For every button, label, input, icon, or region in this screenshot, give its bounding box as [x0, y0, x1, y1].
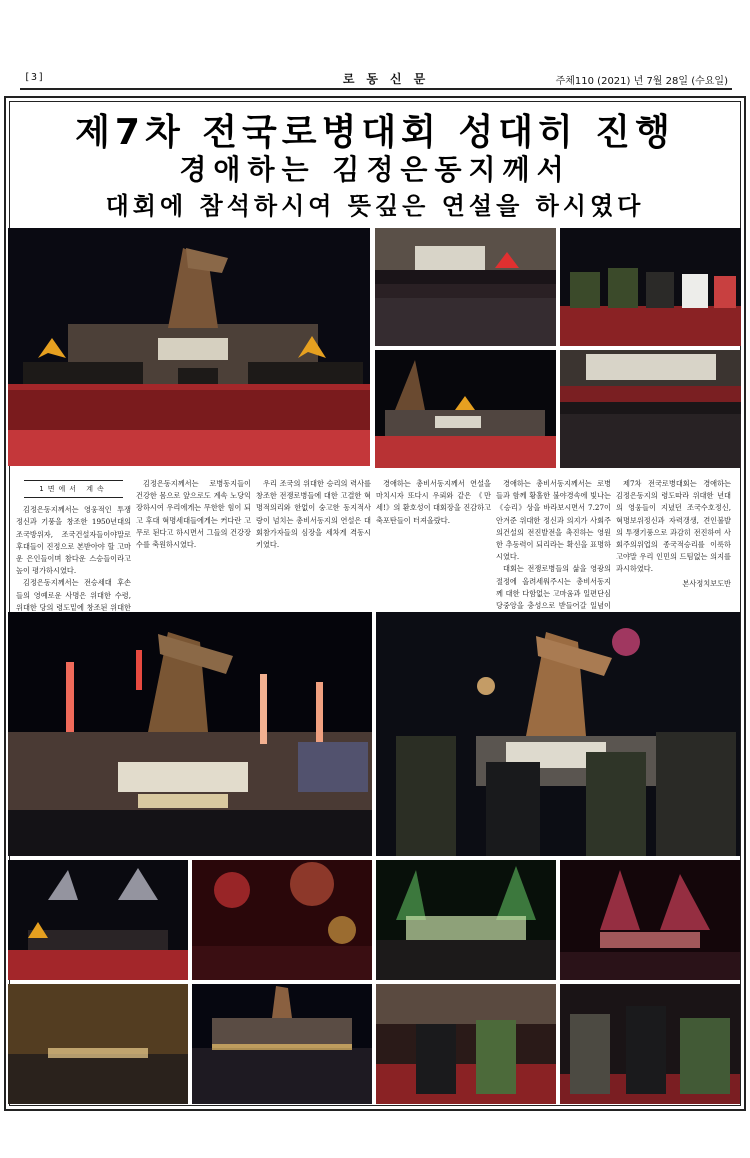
issue-date: 주체110 (2021) 년 7월 28일 (수요일)	[555, 76, 728, 87]
masthead-rule	[20, 88, 732, 90]
photo-podium-statue	[8, 228, 370, 466]
article-paragraph: 경애하는 총비서동지께서는 로병들과 함께 황홀한 불야경속에 빛나는 《승리》상을 바라보시면서 7.27이 안겨준 위대한 정신과 의지가 사회주의건설의 전진발전을 촉진하는 영원한 추동력이 되리라는 확신을 표명하시였다.	[496, 479, 611, 562]
article-paragraph: 김정은동지께서는 로병동지들이 건강한 몸으로 앞으로도 계속 노당익장하시여 우리에게는 무한한 힘이 되고 후대 혁명세대들에게는 커다란 고무로 된다고 하시면서 그들의 건강장수를 축원하시였다.	[136, 479, 251, 550]
article-paragraph: 김정은동지께서는 영웅적인 투쟁정신과 기풍을 창조한 1950년대의 조국방위자, 조국건설자들이야말로 후대들이 진정으로 본받아야 할 고마운 은인들이며 참다운 스승들이라고 높이 평가하시였다.	[16, 505, 131, 576]
photo-green-fireworks	[376, 860, 556, 980]
photo-red-fireworks	[192, 860, 372, 980]
photo-credit: 본사정치보도반	[682, 578, 731, 588]
photo-fireworks-podium	[8, 860, 188, 980]
page-number: [3]	[24, 72, 46, 83]
article-column-4	[376, 478, 491, 608]
masthead	[20, 68, 732, 90]
article-column-6	[616, 478, 731, 608]
photo-leaders-watching-statue	[376, 612, 740, 856]
photo-crowd-1950-1953	[560, 350, 741, 468]
photo-statue-fireworks	[8, 612, 372, 856]
continued-note: 1면에서 계속	[24, 480, 123, 498]
main-headline: 제7차 전국로병대회 성대히 진행	[75, 112, 675, 153]
photo-pink-fireworks	[560, 860, 740, 980]
article-paragraph: 경애하는 총비서동지께서 연설을 마치시자 또다시 우뢰와 같은 《만세!》의 환호성이 대회장을 진감하고 축포탄들이 터져올랐다.	[376, 479, 491, 525]
newspaper-name: 로동신문	[342, 72, 438, 86]
photo-handshake-veteran	[376, 984, 556, 1104]
article-column-5	[496, 478, 611, 611]
photo-greeting-veterans	[560, 984, 740, 1104]
photo-crowd-stage	[375, 228, 556, 346]
article-paragraph: 우리 조국의 위대한 승리의 력사를 창조한 전쟁로병들에 대한 고결한 혁명적의리와 한없이 숭고한 동지적사랑이 넘치는 총비서동지의 연설은 대회참가자들의 심장을 세차게 격동시키였다.	[256, 479, 371, 550]
article-body	[8, 478, 742, 612]
article-column-2	[136, 478, 251, 608]
photo-statue-night	[375, 350, 556, 468]
photo-dignitaries	[560, 228, 741, 346]
photo-gold-fireworks-crowd	[8, 984, 188, 1104]
sub-headline-1: 경애하는 김정은동지께서	[179, 153, 571, 186]
article-paragraph: 제7차 전국로병대회는 경애하는 김정은동지의 령도따라 위대한 년대의 영웅들이 지녔던 조국수호정신, 혁명보위정신과 자력갱생, 견인불발의 투쟁기풍으로 과감히 전진하여 사회주의위업의 종국적승리를 이룩하고야말 우리 인민의 드팀없는 의지를 과시하였다.	[616, 479, 731, 574]
article-paragraph: 대회는 전쟁로병들의 삶을 영광의 절정에 올려세워주시는 총비서동지께 대한 다함없는 고마움과 일편단심 당중앙을 충성으로 받들어갈 일념이	[496, 564, 611, 611]
sub-headline-2: 대회에 참석하시여 뜻깊은 연설을 하시였다	[105, 192, 645, 220]
photo-statue-crowd	[192, 984, 372, 1104]
article-paragraph: 김정은동지께서는 전승세대 후손들의 영예로운 사명은 위대한 수령, 위대한 당의 령도밑에 창조된 위대한	[16, 578, 131, 612]
article-column-1	[16, 478, 131, 612]
article-column-3	[256, 478, 371, 608]
